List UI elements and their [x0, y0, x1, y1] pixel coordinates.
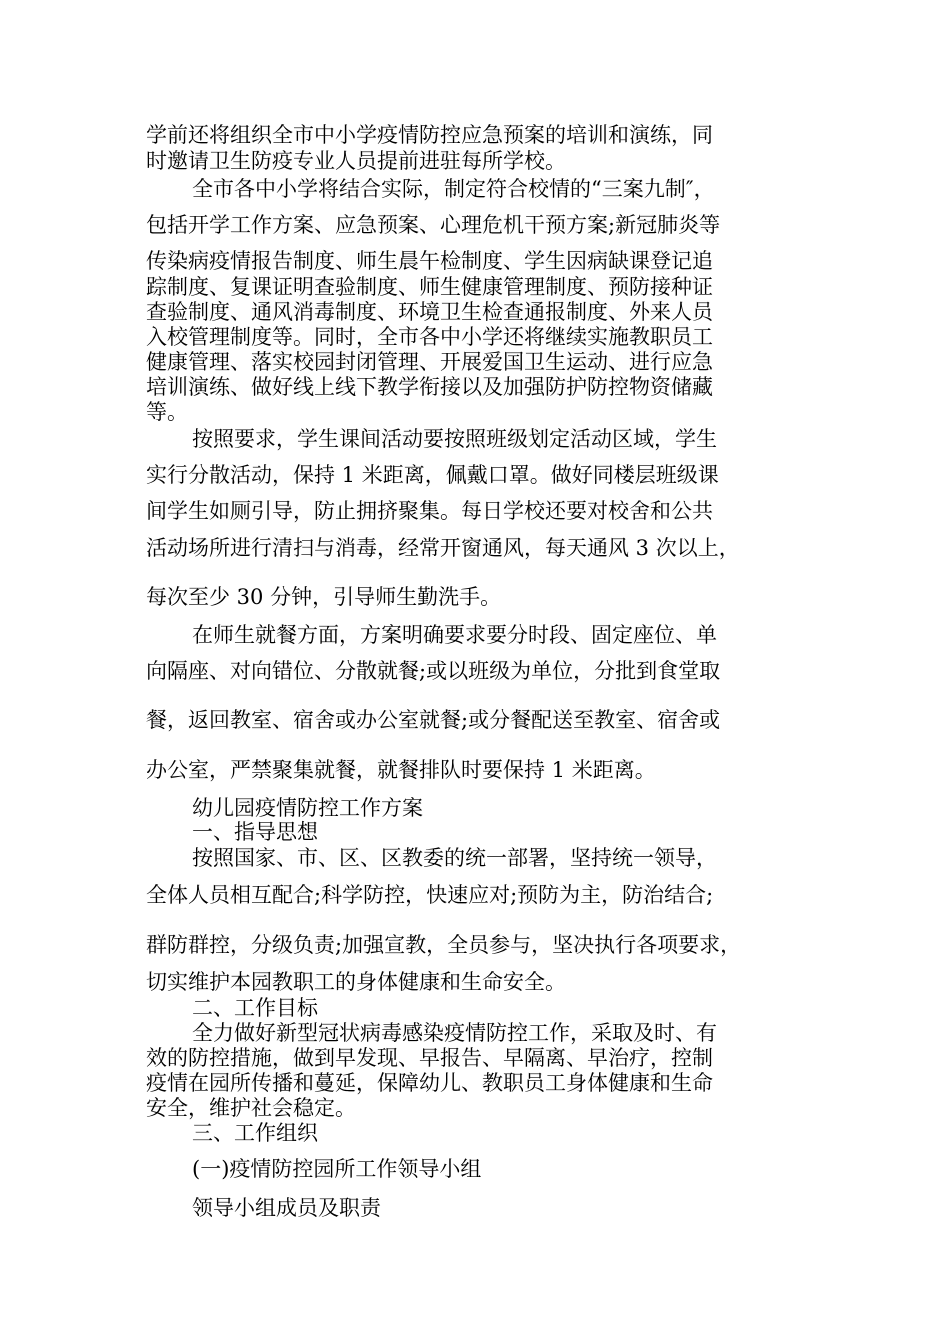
text-line: 切实维护本园教职工的身体健康和生命安全。 [146, 970, 566, 994]
text-line: 每次至少 30 分钟，引导师生勤洗手。 [146, 585, 502, 609]
text-line: 活动场所进行清扫与消毒，经常开窗通风，每天通风 3 次以上， [146, 536, 740, 560]
section-title: 幼儿园疫情防控工作方案 [192, 796, 423, 820]
text-line: 安全，维护社会稳定。 [146, 1096, 356, 1120]
text-line: 群防群控，分级负责;加强宣教，全员参与，坚决执行各项要求， [146, 933, 742, 957]
text-line: 办公室，严禁聚集就餐，就餐排队时要保持 1 米距离。 [146, 758, 656, 782]
text-line: 踪制度、复课证明查验制度、师生健康管理制度、预防接种证 [146, 275, 713, 299]
text-line: 学前还将组织全市中小学疫情防控应急预案的培训和演练，同 [146, 123, 713, 147]
text-line: 疫情在园所传播和蔓延，保障幼儿、教职员工身体健康和生命 [146, 1071, 713, 1095]
text-line: 健康管理、落实校园封闭管理、开展爱国卫生运动、进行应急 [146, 350, 713, 374]
text-line: 等。 [146, 400, 188, 424]
text-line: 全市各中小学将结合实际，制定符合校情的“三案九制″， [192, 177, 715, 201]
text-line: 在师生就餐方面，方案明确要求要分时段、固定座位、单 [192, 623, 717, 647]
section-heading: 一、指导思想 [192, 820, 318, 844]
text-line: 全体人员相互配合;科学防控，快速应对;预防为主，防治结合; [146, 883, 714, 907]
text-line: 领导小组成员及职责 [192, 1196, 381, 1220]
text-line: 查验制度、通风消毒制度、环境卫生检查通报制度、外来人员 [146, 300, 713, 324]
text-line: 时邀请卫生防疫专业人员提前进驻每所学校。 [146, 149, 566, 173]
text-line: 实行分散活动，保持 1 米距离，佩戴口罩。做好同楼层班级课 [146, 463, 719, 487]
text-line: 按照国家、市、区、区教委的统一部署，坚持统一领导， [192, 846, 717, 870]
text-line: 包括开学工作方案、应急预案、心理危机干预方案;新冠肺炎等 [146, 213, 721, 237]
text-line: 传染病疫情报告制度、师生晨午检制度、学生因病缺课登记追 [146, 249, 713, 273]
text-line: 培训演练、做好线上线下教学衔接以及加强防护防控物资储藏 [146, 375, 713, 399]
text-line: 效的防控措施，做到早发现、早报告、早隔离、早治疗，控制 [146, 1046, 713, 1070]
text-line: 按照要求，学生课间活动要按照班级划定活动区域，学生 [192, 427, 717, 451]
subsection-heading: (一)疫情防控园所工作领导小组 [192, 1157, 482, 1181]
text-line: 全力做好新型冠状病毒感染疫情防控工作，采取及时、有 [192, 1021, 717, 1045]
section-heading: 二、工作目标 [192, 996, 318, 1020]
text-line: 入校管理制度等。同时，全市各中小学还将继续实施教职员工 [146, 325, 713, 349]
section-heading: 三、工作组织 [192, 1121, 318, 1145]
text-line: 向隔座、对向错位、分散就餐;或以班级为单位，分批到食堂取 [146, 659, 721, 683]
text-line: 餐，返回教室、宿舍或办公室就餐;或分餐配送至教室、宿舍或 [146, 708, 721, 732]
text-line: 间学生如厕引导，防止拥挤聚集。每日学校还要对校舍和公共 [146, 499, 713, 523]
